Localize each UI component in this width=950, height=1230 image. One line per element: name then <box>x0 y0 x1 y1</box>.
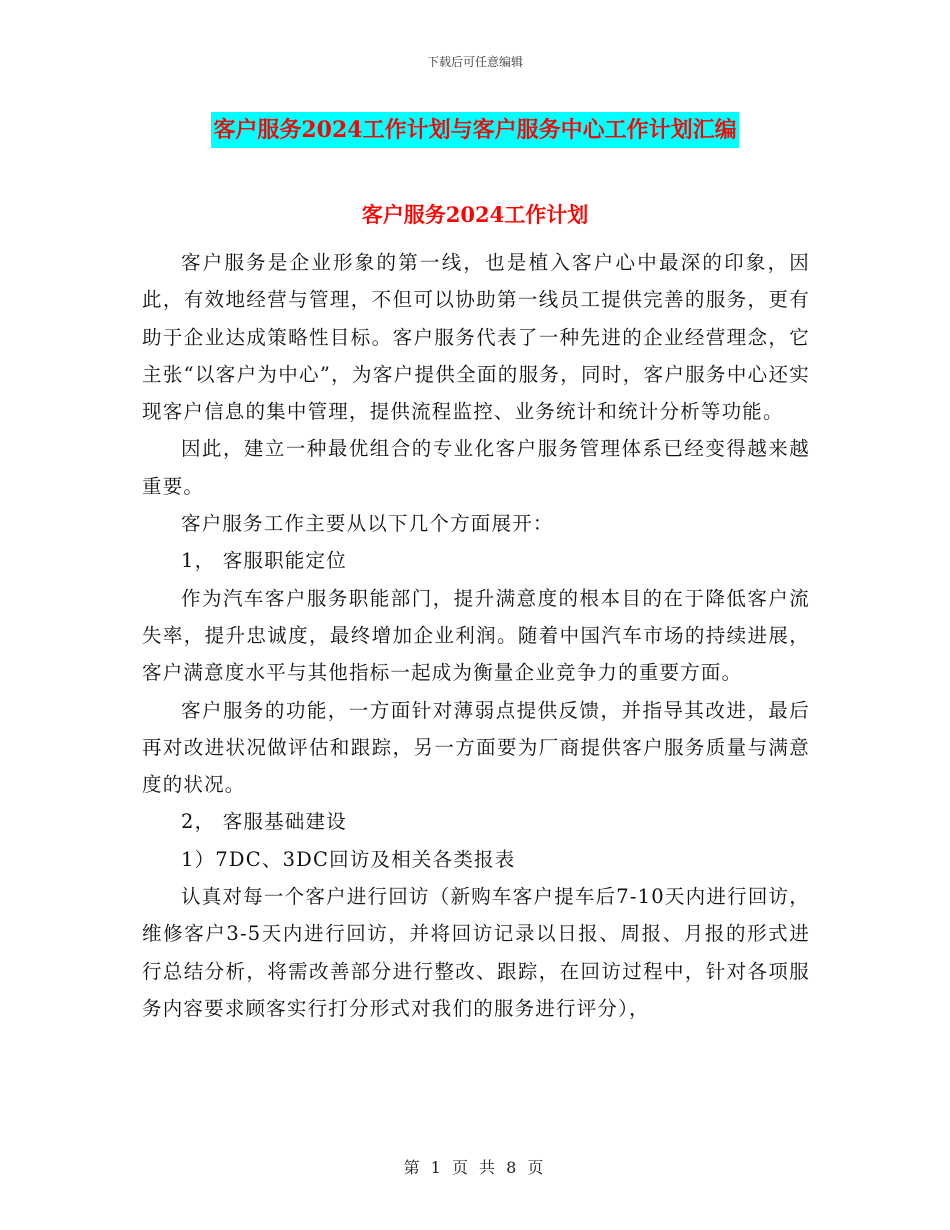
paragraph-followup: 认真对每一个客户进行回访（新购车客户提车后7-10天内进行回访，维修客户3-5天内进行回访，并将回访记录以日报、周报、月报的形式进行总结分析，将需改善部分进行整改、跟踪，在回访过程中，针对各项服务内容要求顾客实行打分形式对我们的服务进行评分）， <box>142 885 810 1020</box>
heading-followup-reports: 1）7DC、3DC回访及相关各类报表 <box>181 847 516 871</box>
header-note: 下载后可任意编辑 <box>426 55 523 69</box>
main-title: 客户服务2024工作计划与客户服务中心工作计划汇编 <box>211 112 738 148</box>
paragraph-aspects: 客户服务工作主要从以下几个方面展开： <box>181 512 554 536</box>
paragraph-positioning: 作为汽车客户服务职能部门，提升满意度的根本目的在于降低客户流失率，提升忠诚度，最终增加企业利润。随着中国汽车市场的持续进展，客户满意度水平与其他指标一起成为衡量企业竞争力的重要方面。 <box>142 586 810 685</box>
heading-positioning: 1， 客服职能定位 <box>181 549 347 573</box>
paragraph-functions: 客户服务的功能，一方面针对薄弱点提供反馈，并指导其改进，最后再对改进状况做评估和跟踪，另一方面要为厂商提供客户服务质量与满意度的状况。 <box>142 698 810 797</box>
paragraph-importance: 因此，建立一种最优组合的专业化客户服务管理体系已经变得越来越重要。 <box>142 437 810 498</box>
main-title-container <box>0 112 950 148</box>
section-title: 客户服务2024工作计划 <box>361 202 589 227</box>
page-footer: 第 1 页 共 8 页 <box>403 1158 547 1177</box>
paragraph-intro: 客户服务是企业形象的第一线，也是植入客户心中最深的印象，因此，有效地经营与管理，不但可以协助第一线员工提供完善的服务，更有助于企业达成策略性目标。客户服务代表了一种先进的企业经营理念，它主张“以客户为中心”，为客户提供全面的服务，同时，客户服务中心还实现客户信息的集中管理，提供流程监控、业务统计和统计分析等功能。 <box>142 251 810 424</box>
heading-infrastructure: 2， 客服基础建设 <box>181 810 347 834</box>
document-body <box>142 244 810 1027</box>
